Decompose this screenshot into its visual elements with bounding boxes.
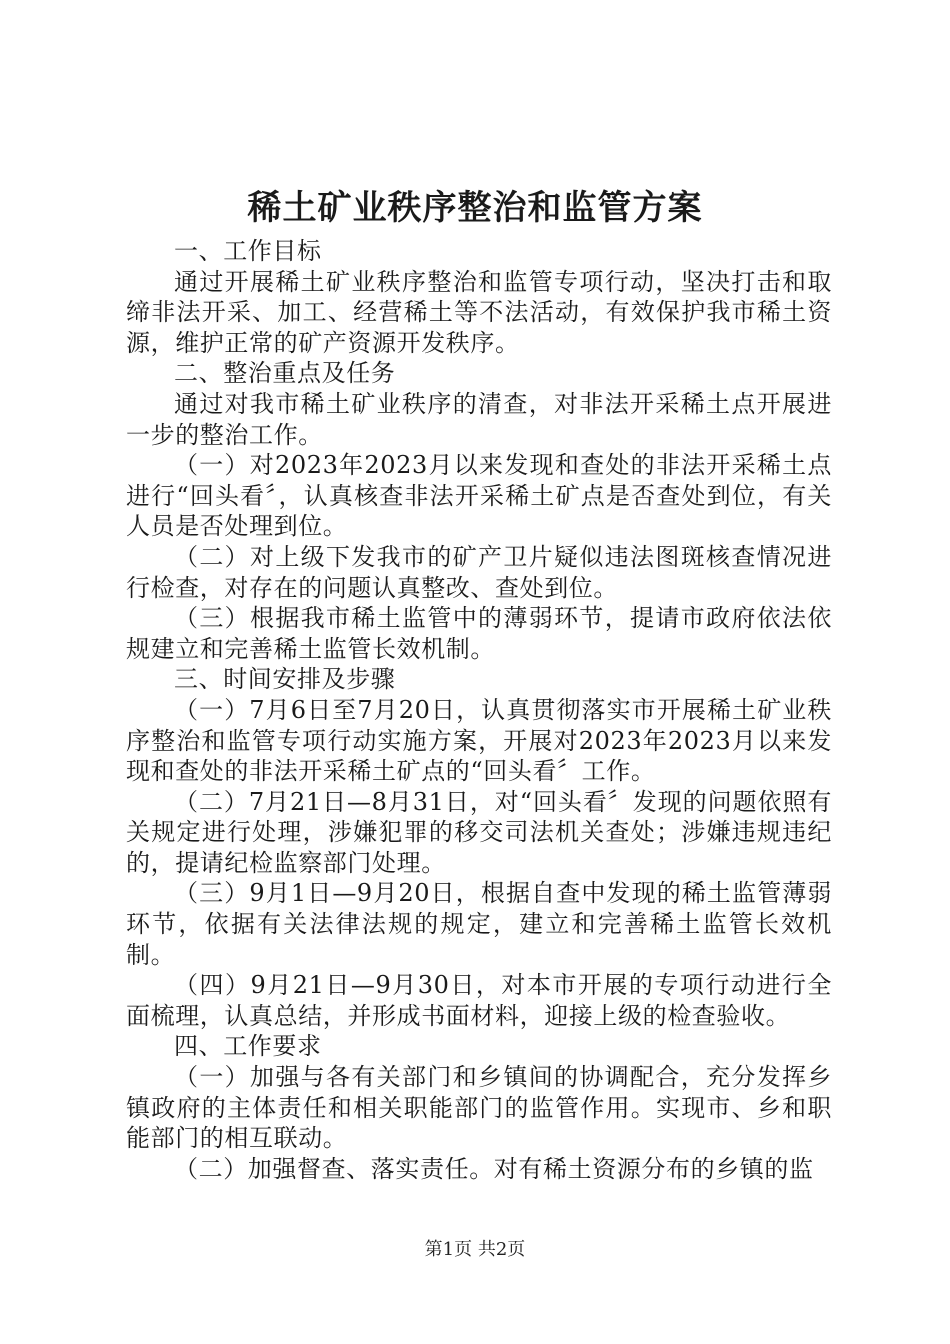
paragraph: （一）7月6日至7月20日，认真贯彻落实市开展稀土矿业秩序整治和监管专项行动实施方案，开展对2023年2023月以来发现和查处的非法开采稀土矿点的“回头看〞工作。 [126, 695, 832, 786]
document-title: 稀土矿业秩序整治和监管方案 [247, 188, 703, 228]
paragraph: 通过开展稀土矿业秩序整治和监管专项行动，坚决打击和取缔非法开采、加工、经营稀土等不法活动，有效保护我市稀土资源，维护正常的矿产资源开发秩序。 [126, 267, 832, 357]
section-heading-schedule: 三、时间安排及步骤 [174, 665, 396, 694]
page-footer: 第1页 共2页 [424, 1239, 526, 1260]
paragraph: （四）9月21日—9月30日，对本市开展的专项行动进行全面梳理，认真总结，并形成书面材料，迎接上级的检查验收。 [126, 971, 832, 1030]
document-body [126, 236, 832, 1184]
section-heading-tasks: 二、整治重点及任务 [174, 359, 396, 388]
paragraph: 通过对我市稀土矿业秩序的清查，对非法开采稀土点开展进一步的整治工作。 [126, 389, 832, 449]
paragraph: （二）对上级下发我市的矿产卫片疑似违法图斑核查情况进行检查，对存在的问题认真整改、查处到位。 [126, 542, 832, 602]
section-heading-requirements: 四、工作要求 [174, 1032, 322, 1061]
paragraph: （二）7月21日—8月31日，对“回头看〞发现的问题依照有关规定进行处理，涉嫌犯罪的移交司法机关查处；涉嫌违规违纪的，提请纪检监察部门处理。 [126, 787, 832, 877]
paragraph: （一）对2023年2023月以来发现和查处的非法开采稀土点进行“回头看〞，认真核查非法开采稀土矿点是否查处到位，有关人员是否处理到位。 [126, 451, 832, 541]
paragraph: （二）加强督查、落实责任。对有稀土资源分布的乡镇的监 [174, 1154, 814, 1183]
paragraph: （三）9月1日—9月20日，根据自查中发现的稀土监管薄弱环节，依据有关法律法规的规定，建立和完善稀土监管长效机制。 [126, 879, 832, 969]
paragraph: （一）加强与各有关部门和乡镇间的协调配合，充分发挥乡镇政府的主体责任和相关职能部门的监管作用。实现市、乡和职能部门的相互联动。 [126, 1063, 832, 1153]
paragraph: （三）根据我市稀土监管中的薄弱环节，提请市政府依法依规建立和完善稀土监管长效机制。 [126, 604, 832, 663]
section-heading-goals: 一、工作目标 [174, 237, 322, 265]
